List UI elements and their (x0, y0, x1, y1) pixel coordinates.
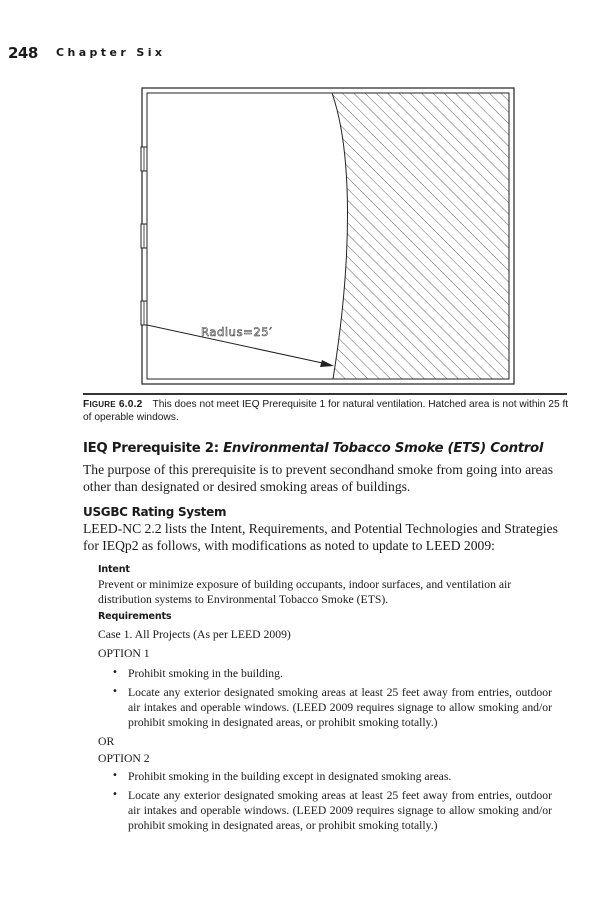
intent-text: Prevent or minimize exposure of building occupants, indoor surfaces, and ventilation air distribution systems to Environmental Tobacco Smoke (ETS). (98, 578, 512, 606)
figure-caption (83, 398, 573, 424)
bullet-marker: • (112, 789, 118, 800)
or-text: OR (98, 735, 115, 748)
radius-label: Radius=25′ (201, 325, 273, 339)
option-2-bullet-2: Locate any exterior designated smoking areas at least 25 feet away from entries, outdoor air intakes and operable windows. (LEED 2009 requires signage to allow smoking and/or prohibit smoking in designated areas, or prohibit smoking totally.) (128, 789, 552, 832)
option-1-label: OPTION 1 (98, 647, 150, 660)
section-intro: The purpose of this prerequisite is to prevent secondhand smoke from going into areas other than designated or desired smoking areas of buildings. (83, 462, 553, 494)
option-1-bullet-1: Prohibit smoking in the building. (128, 667, 283, 680)
case-1-text: Case 1. All Projects (As per LEED 2009) (98, 628, 291, 641)
page-number: 248 (8, 44, 38, 62)
radius-arrowhead (320, 360, 334, 367)
bullet-marker: • (112, 686, 118, 697)
requirements-heading: Requirements (98, 611, 172, 622)
option-1-bullet-2: Locate any exterior designated smoking areas at least 25 feet away from entries, outdoor air intakes and operable windows. (LEED 2009 requires signage to allow smoking and/or prohibit smoking in designated areas, or prohibit smoking totally.) (128, 686, 552, 729)
figure-label: FIGURE 6.0.2 (83, 399, 143, 410)
figure-caption-text: This does not meet IEQ Prerequisite 1 for natural ventilation. Hatched area is not within 25 ft of operable windows. (83, 399, 569, 423)
hatched-area (332, 93, 509, 379)
section-heading: IEQ Prerequisite 2: Environmental Tobacco Smoke (ETS) Control (83, 441, 544, 456)
option-2-label: OPTION 2 (98, 752, 150, 765)
intent-heading: Intent (98, 564, 130, 575)
figure-caption-rule (83, 393, 567, 395)
chapter-title: Chapter Six (56, 46, 166, 59)
rating-system-heading: USGBC Rating System (83, 505, 227, 519)
bullet-marker: • (112, 770, 118, 781)
bullet-marker: • (112, 667, 118, 678)
rating-system-intro: LEED-NC 2.2 lists the Intent, Requirements, and Potential Technologies and Strategies for IEQp2 as follows, with modifications as noted to update to LEED 2009: (83, 521, 558, 553)
option-2-bullet-1: Prohibit smoking in the building except in designated smoking areas. (128, 770, 452, 783)
